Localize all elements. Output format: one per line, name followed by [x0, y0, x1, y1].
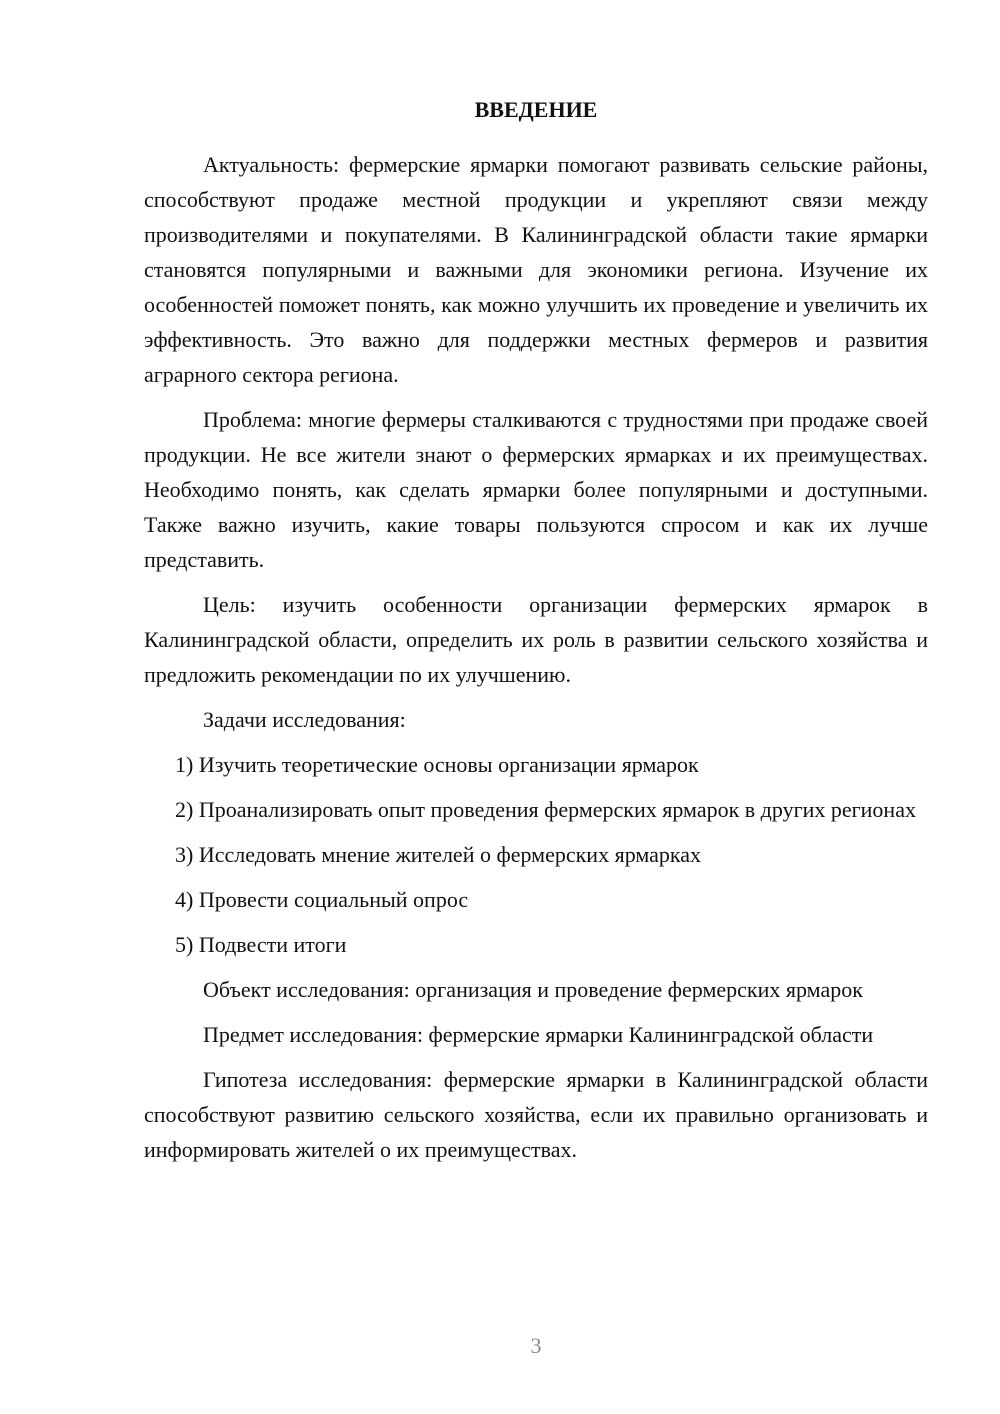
document-page	[144, 92, 928, 1177]
page-number: 3	[530, 1333, 542, 1358]
task-item-4: 4) Провести социальный опрос	[175, 887, 469, 912]
section-title: ВВЕДЕНИЕ	[474, 97, 598, 122]
paragraph-object: Объект исследования: организация и проведение фермерских ярмарок	[203, 977, 863, 1002]
paragraph-subject: Предмет исследования: фермерские ярмарки Калининградской области	[203, 1022, 874, 1047]
task-item-1: 1) Изучить теоретические основы организации ярмарок	[175, 752, 699, 777]
paragraph-problem: Проблема: многие фермеры сталкиваются с трудностями при продаже своей продукции. Не все жители знают о фермерских ярмарках и их преимуществах. Необходимо понять, как сделать ярмарки более популярными и доступными. Также важно изучить, какие товары пользуются спросом и как их лучше представить.	[144, 407, 928, 572]
paragraph-hypothesis: Гипотеза исследования: фермерские ярмарки в Калининградской области способствуют развитию сельского хозяйства, если их правильно организовать и информировать жителей о их преимуществах.	[144, 1067, 928, 1162]
task-item-5: 5) Подвести итоги	[175, 932, 347, 957]
tasks-heading: Задачи исследования:	[203, 707, 406, 732]
task-item-2: 2) Проанализировать опыт проведения фермерских ярмарок в других регионах	[175, 797, 916, 822]
paragraph-goal: Цель: изучить особенности организации фермерских ярмарок в Калининградской области, определить их роль в развитии сельского хозяйства и предложить рекомендации по их улучшению.	[144, 592, 928, 687]
task-item-3: 3) Исследовать мнение жителей о фермерских ярмарках	[175, 842, 702, 867]
paragraph-relevance: Актуальность: фермерские ярмарки помогают развивать сельские районы, способствуют продаже местной продукции и укрепляют связи между производителями и покупателями. В Калининградской области такие ярмарки становятся популярными и важными для экономики региона. Изучение их особенностей поможет понять, как можно улучшить их проведение и увеличить их эффективность. Это важно для поддержки местных фермеров и развития аграрного сектора региона.	[144, 152, 928, 387]
